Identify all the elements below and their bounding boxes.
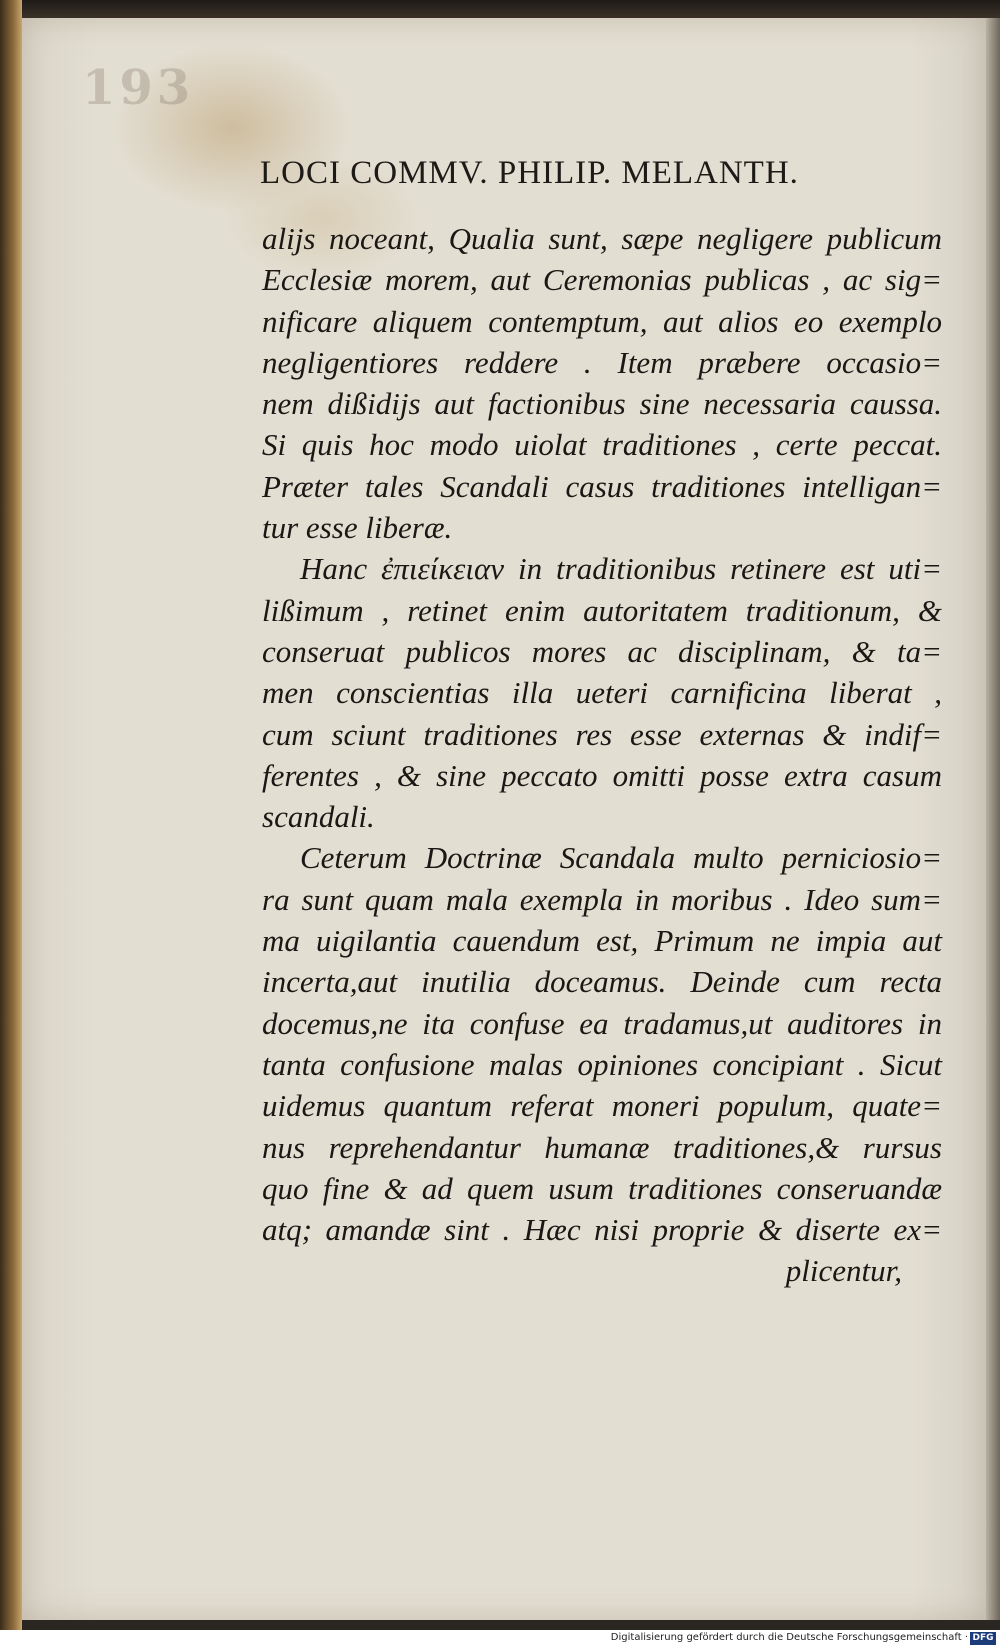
text-line: conseruat publicos mores ac disciplinam, & ta= — [262, 633, 942, 669]
text-line: ferentes , & sine peccato omitti posse extra casum — [262, 757, 942, 793]
text-line: men conscientias illa ueteri carnificina liberat , — [262, 675, 942, 711]
folio-stamp: 193 — [82, 60, 195, 116]
footer-credit: Digitalisierung gefördert durch die Deutsche Forschungsgemeinschaft · — [610, 1632, 968, 1643]
text-line: Ecclesiæ morem, aut Ceremonias publicas , ac sig= — [262, 262, 942, 298]
text-line: tur esse liberæ. — [262, 510, 453, 546]
text-line: alijs noceant, Qualia sunt, sæpe negligere publicum — [262, 221, 942, 256]
text-line: Præter tales Scandali casus traditiones intelligan= — [262, 468, 942, 504]
text-line: atq; amandæ sint . Hæc nisi proprie & diserte ex= — [262, 1212, 942, 1248]
text-line: negligentiores reddere . Item præbere occasio= — [262, 344, 942, 380]
running-head: LOCI COMMV. PHILIP. MELANTH. — [260, 155, 799, 191]
text-line: Si quis hoc modo uiolat traditiones , certe peccat. — [262, 427, 942, 463]
text-line: cum sciunt traditiones res esse externas & indif= — [262, 716, 942, 752]
page-edge — [986, 18, 1000, 1620]
text-line: uidemus quantum referat moneri populum, quate= — [262, 1088, 942, 1124]
text-line: Ceterum Doctrinæ Scandala multo perniciosio= — [300, 840, 942, 876]
text-line: quo fine & ad quem usum traditiones conseruandæ — [262, 1170, 942, 1206]
text-line: lißimum , retinet enim autoritatem traditionum, & — [262, 592, 942, 628]
dfg-logo: DFG — [970, 1632, 996, 1645]
text-line: Hanc ἐπιείκειαν in traditionibus retinere est uti= — [300, 551, 942, 587]
text-line: nus reprehendantur humanæ traditiones,& rursus — [262, 1129, 942, 1165]
text-line: ra sunt quam mala exempla in moribus . Ideo sum= — [262, 881, 942, 917]
text-line: ma uigilantia cauendum est, Primum ne impia aut — [262, 923, 942, 959]
text-line: incerta,aut inutilia doceamus. Deinde cum recta — [262, 964, 942, 1000]
text-line: nificare aliquem contemptum, aut alios eo exemplo — [262, 303, 942, 339]
text-line: nem dißidijs aut factionibus sine necessaria caussa. — [262, 386, 942, 422]
text-line: scandali. — [262, 799, 375, 835]
text-line: tanta confusione malas opiniones concipiant . Sicut — [262, 1046, 942, 1082]
body-text — [262, 218, 942, 1292]
text-line: docemus,ne ita confuse ea tradamus,ut auditores in — [262, 1005, 942, 1041]
catchword: plicentur, — [785, 1253, 902, 1289]
book-binding-left — [0, 0, 22, 1632]
book-binding-top — [0, 0, 1000, 18]
